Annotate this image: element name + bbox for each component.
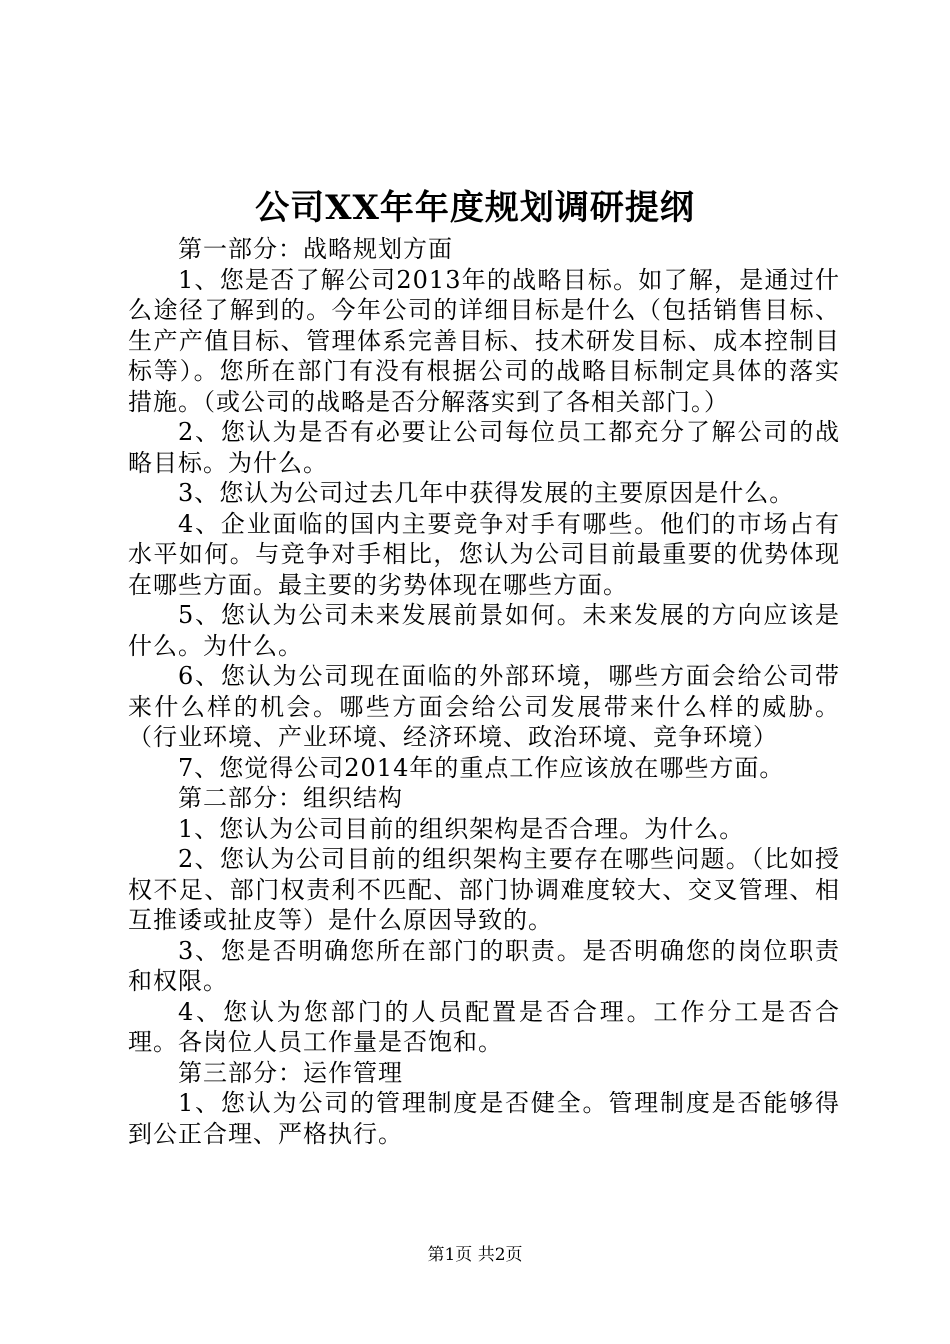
paragraph: 5、您认为公司未来发展前景如何。未来发展的方向应该是什么。为什么。 [128, 601, 840, 660]
paragraph: 4、您认为您部门的人员配置是否合理。工作分工是否合理。各岗位人员工作量是否饱和。 [128, 997, 840, 1056]
section-heading-strategy: 第一部分：战略规划方面 [178, 235, 453, 263]
document-title: 公司XX年年度规划调研提纲 [255, 188, 695, 228]
document-body [128, 234, 840, 1149]
page-indicator: 第1页 共2页 [427, 1245, 523, 1265]
paragraph: 4、企业面临的国内主要竞争对手有哪些。他们的市场占有水平如何。与竞争对手相比，您认为公司目前最重要的优势体现在哪些方面。最主要的劣势体现在哪些方面。 [128, 509, 840, 599]
section-heading-operations: 第三部分：运作管理 [178, 1058, 403, 1087]
paragraph: 2、您认为公司目前的组织架构主要存在哪些问题。（比如授权不足、部门权责利不匹配、部门协调难度较大、交叉管理、相互推诿或扯皮等）是什么原因导致的。 [128, 845, 840, 934]
paragraph: 3、您是否明确您所在部门的职责。是否明确您的岗位职责和权限。 [128, 936, 840, 995]
paragraph: 1、您认为公司的管理制度是否健全。管理制度是否能够得到公正合理、严格执行。 [128, 1089, 840, 1148]
paragraph: 7、您觉得公司2014年的重点工作应该放在哪些方面。 [178, 753, 785, 782]
paragraph: 1、您认为公司目前的组织架构是否合理。为什么。 [178, 814, 745, 843]
paragraph: 1、您是否了解公司2013年的战略目标。如了解，是通过什么途径了解到的。今年公司的详细目标是什么（包括销售目标、生产产值目标、管理体系完善目标、技术研发目标、成本控制目标等）。您所在部门有没有根据公司的战略目标制定具体的落实措施。（或公司的战略是否分解落实到了各相关部门。） [128, 265, 840, 416]
section-heading-organization: 第二部分：组织结构 [178, 784, 403, 812]
page-footer [0, 1244, 950, 1266]
paragraph: 6、您认为公司现在面临的外部环境，哪些方面会给公司带来什么样的机会。哪些方面会给公司发展带来什么样的威胁。（行业环境、产业环境、经济环境、政治环境、竞争环境） [128, 662, 840, 751]
paragraph: 3、您认为公司过去几年中获得发展的主要原因是什么。 [178, 479, 795, 507]
paragraph: 2、您认为是否有必要让公司每位员工都充分了解公司的战略目标。为什么。 [128, 418, 840, 477]
